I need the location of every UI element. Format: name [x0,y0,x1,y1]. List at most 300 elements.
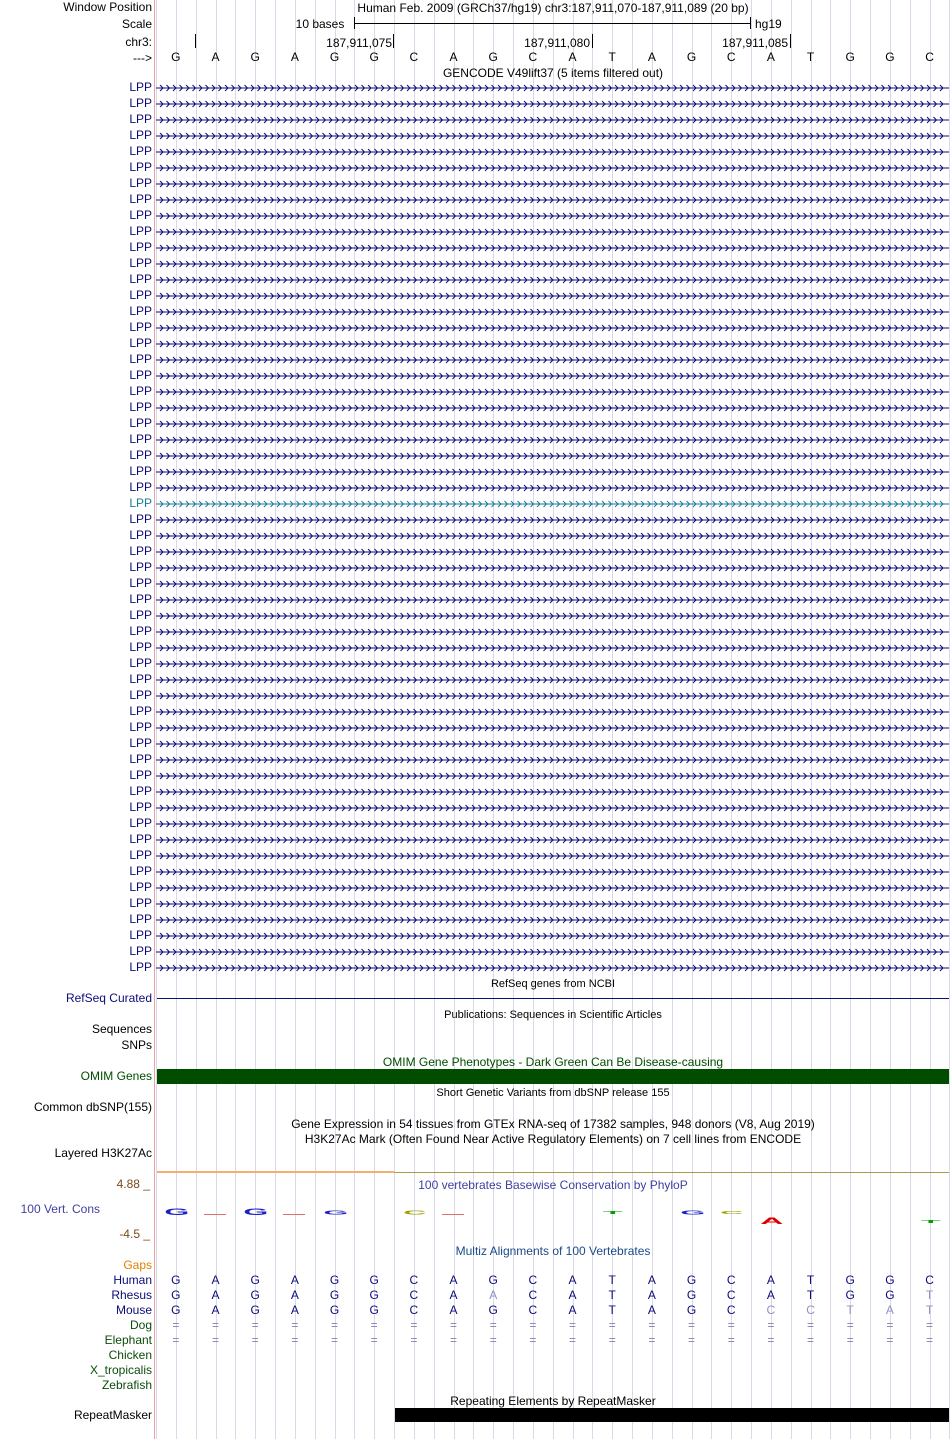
gene-label[interactable]: LPP [129,448,152,462]
transcript-arrow-line[interactable] [156,448,949,464]
transcript-arrow-line[interactable] [156,528,949,544]
alignment-base: A [211,1288,220,1302]
alignment-base: = [529,1318,537,1332]
omim-label[interactable]: OMIM Genes [80,1069,152,1083]
scale-bar-right-tick [750,17,751,29]
transcript-arrow-line[interactable] [156,384,949,400]
gene-label[interactable]: LPP [129,816,152,830]
transcript-arrow-line[interactable] [156,688,949,704]
gene-label[interactable]: LPP [129,784,152,798]
alignment-base: = [688,1333,696,1347]
phylop-logo-letter: C [720,1210,744,1216]
gencode-transcript-row[interactable] [0,176,950,192]
transcript-arrow-line[interactable] [156,352,949,368]
alignment-base: G [250,1273,260,1287]
gene-label[interactable]: LPP [129,928,152,942]
gencode-transcript-row[interactable] [0,480,950,496]
transcript-arrow-line[interactable] [156,272,949,288]
refseq-label[interactable]: RefSeq Curated [65,991,152,1005]
transcript-arrow-line[interactable] [156,800,949,816]
publications-title: Publications: Sequences in Scientific Articles [444,1009,662,1021]
sequence-base: A [766,50,775,64]
transcript-arrow-line[interactable] [156,496,949,512]
gene-label[interactable]: LPP [129,112,152,126]
gencode-transcript-row[interactable] [0,352,950,368]
transcript-arrow-line[interactable] [156,592,949,608]
gencode-transcript-row[interactable] [0,624,950,640]
gene-label[interactable]: LPP [129,672,152,686]
h3k27ac-signal-orange [157,1171,395,1173]
transcript-arrow-line[interactable] [156,576,949,592]
transcript-arrow-line[interactable] [156,848,949,864]
gene-label[interactable]: LPP [129,736,152,750]
alignment-base: C [726,1303,736,1317]
scale-bar-left-tick [354,17,355,29]
phylop-dash [442,1214,464,1215]
alignment-base: A [766,1273,775,1287]
gene-label[interactable]: LPP [129,544,152,558]
gencode-transcript-row[interactable] [0,800,950,816]
alignment-base: G [329,1288,340,1302]
gene-label[interactable]: LPP [129,768,152,782]
gene-label[interactable]: LPP [129,912,152,926]
gencode-transcript-row[interactable] [0,640,950,656]
transcript-arrow-line[interactable] [156,944,949,960]
transcript-arrow-line[interactable] [156,304,949,320]
alignment-base: T [608,1288,616,1302]
alignment-base: A [211,1273,220,1287]
gencode-transcript-row[interactable] [0,496,950,512]
gencode-transcript-row[interactable] [0,864,950,880]
repeatmasker-element[interactable] [395,1408,949,1422]
gene-label[interactable]: LPP [129,384,152,398]
sequence-base: A [647,50,656,64]
gencode-transcript-row[interactable] [0,720,950,736]
alignment-base: = [608,1333,616,1347]
gene-label[interactable]: LPP [129,512,152,526]
gencode-transcript-row[interactable] [0,880,950,896]
sequence-base: G [250,50,260,64]
transcript-arrow-line[interactable] [156,960,949,976]
transcript-arrow-line[interactable] [156,320,949,336]
transcript-arrow-line[interactable] [156,896,949,912]
transcript-arrow-line[interactable] [156,656,949,672]
alignment-base: C [925,1273,934,1287]
alignment-base: T [925,1303,934,1317]
gene-label[interactable]: LPP [129,144,152,158]
gencode-transcript-row[interactable] [0,464,950,480]
gene-label[interactable]: LPP [129,480,152,494]
gencode-transcript-row[interactable] [0,144,950,160]
gene-label[interactable]: LPP [129,432,152,446]
gene-label[interactable]: LPP [129,352,152,366]
gencode-title: GENCODE V49lift37 (5 items filtered out) [442,66,664,80]
alignment-base: A [766,1288,775,1302]
gencode-transcript-row[interactable] [0,192,950,208]
gene-label[interactable]: LPP [129,176,152,190]
alignment-base: A [489,1288,498,1302]
gene-label[interactable]: LPP [129,576,152,590]
transcript-arrow-line[interactable] [156,832,949,848]
alignment-base: = [410,1333,418,1347]
ruler-position: 187,911,080 [524,36,590,50]
species-label[interactable]: Elephant [104,1333,152,1347]
transcript-arrow-line[interactable] [156,544,949,560]
repeatmasker-title: Repeating Elements by RepeatMasker [450,1394,656,1408]
alignment-base: C [409,1288,419,1302]
gencode-transcript-row[interactable] [0,672,950,688]
alignment-base: G [686,1288,697,1302]
gencode-transcript-row[interactable] [0,80,950,96]
gene-label[interactable]: LPP [129,464,152,478]
alignment-base: G [686,1273,697,1287]
gencode-transcript-row[interactable] [0,416,950,432]
species-label[interactable]: Mouse [115,1303,152,1317]
transcript-arrow-line[interactable] [156,336,949,352]
alignment-base: = [886,1333,894,1347]
h3k27ac-label[interactable]: Layered H3K27Ac [54,1146,152,1160]
alignment-base: T [608,1273,616,1287]
transcript-arrow-line[interactable] [156,176,949,192]
sequence-base: C [409,50,419,64]
alignment-base: G [329,1273,340,1287]
species-label[interactable]: Rhesus [111,1288,152,1302]
chrom-label: chr3: [125,35,152,49]
gene-label[interactable]: LPP [129,624,152,638]
alignment-base: G [488,1273,498,1287]
phylop-logo-letter: C [403,1210,427,1216]
gencode-transcript-row[interactable] [0,288,950,304]
gene-label[interactable]: LPP [129,224,152,238]
transcript-arrow-line[interactable] [156,96,949,112]
db-text: hg19 [755,17,782,31]
gene-label[interactable]: LPP [129,208,152,222]
strand-label[interactable]: ---> [133,51,152,65]
alignment-base: = [410,1318,418,1332]
phylop-logo-letter: T [920,1219,941,1225]
transcript-arrow-line[interactable] [156,368,949,384]
gene-label[interactable]: LPP [129,160,152,174]
refseq-title: RefSeq genes from NCBI [490,978,616,990]
alignment-base: G [845,1288,855,1302]
gencode-transcript-row[interactable] [0,848,950,864]
gencode-transcript-row[interactable] [0,928,950,944]
ruler-tick [790,34,791,48]
alignment-base: A [290,1273,299,1287]
sequence-base: A [449,50,458,64]
alignment-base: G [686,1303,697,1317]
gene-label[interactable]: LPP [129,336,152,350]
alignment-base: C [726,1273,736,1287]
ruler-tick [393,34,394,48]
gene-label[interactable]: LPP [129,960,152,974]
gencode-transcript-row[interactable] [0,816,950,832]
gene-label[interactable]: LPP [129,96,152,110]
transcript-arrow-line[interactable] [156,816,949,832]
alignment-base: = [331,1333,339,1347]
gene-label[interactable]: LPP [129,272,152,286]
gene-label[interactable]: LPP [129,720,152,734]
gene-label[interactable]: LPP [129,560,152,574]
transcript-arrow-line[interactable] [156,768,949,784]
transcript-arrow-line[interactable] [156,640,949,656]
transcript-arrow-line[interactable] [156,480,949,496]
gencode-transcript-row[interactable] [0,304,950,320]
omim-phenotype-bar[interactable] [157,1069,949,1084]
gencode-transcript-row[interactable] [0,688,950,704]
alignment-base: = [648,1333,656,1347]
gencode-transcript-row[interactable] [0,256,950,272]
transcript-arrow-line[interactable] [156,192,949,208]
gene-label[interactable]: LPP [129,80,152,94]
transcript-arrow-line[interactable] [156,240,949,256]
repeatmasker-label[interactable]: RepeatMasker [73,1408,152,1422]
gencode-transcript-row[interactable] [0,832,950,848]
transcript-arrow-line[interactable] [156,160,949,176]
phylop-logo-letter: T [603,1210,623,1216]
alignment-base: = [727,1318,735,1332]
species-label[interactable]: Human [113,1273,152,1287]
gene-label[interactable]: LPP [129,896,152,910]
gene-label[interactable]: LPP [129,880,152,894]
gene-label[interactable]: LPP [129,128,152,142]
gencode-transcript-row[interactable] [0,336,950,352]
sequence-base: G [369,50,379,64]
alignment-base: G [171,1288,181,1302]
sequence-base: G [845,50,855,64]
gencode-transcript-row[interactable] [0,608,950,624]
sequence-base: T [806,50,815,64]
species-label[interactable]: Zebrafish [101,1378,152,1392]
transcript-arrow-line[interactable] [156,736,949,752]
gencode-transcript-row[interactable] [0,400,950,416]
gencode-transcript-row[interactable] [0,96,950,112]
alignment-base: A [647,1273,656,1287]
gene-label[interactable]: LPP [129,640,152,654]
alignment-base: A [211,1303,220,1317]
sequence-base: T [608,50,616,64]
gene-label[interactable]: LPP [129,240,152,254]
gencode-transcript-row[interactable] [0,432,950,448]
transcript-arrow-line[interactable] [156,720,949,736]
alignment-base: G [845,1273,855,1287]
alignment-base: G [171,1273,181,1287]
alignment-base: = [608,1318,616,1332]
gene-label[interactable]: LPP [129,592,152,606]
gencode-transcript-row[interactable] [0,128,950,144]
gene-label[interactable]: LPP [129,752,152,766]
gencode-transcript-row[interactable] [0,528,950,544]
transcript-arrow-line[interactable] [156,80,949,96]
gencode-transcript-row[interactable] [0,896,950,912]
sequence-base: A [290,50,299,64]
gencode-transcript-row[interactable] [0,368,950,384]
species-label[interactable]: Chicken [108,1348,152,1362]
dbsnp-title: Short Genetic Variants from dbSNP release 155 [436,1087,670,1099]
gene-label[interactable]: LPP [129,288,152,302]
transcript-arrow-line[interactable] [156,864,949,880]
transcript-arrow-line[interactable] [156,912,949,928]
gencode-transcript-row[interactable] [0,560,950,576]
phylop-title: 100 vertebrates Basewise Conservation by PhyloP [418,1178,688,1192]
gencode-transcript-row[interactable] [0,112,950,128]
gaps-label[interactable]: Gaps [123,1258,152,1272]
alignment-base: G [369,1273,379,1287]
alignment-base: T [925,1288,934,1302]
gencode-transcript-row[interactable] [0,544,950,560]
gene-label[interactable]: LPP [129,688,152,702]
sequence-base: G [885,50,895,64]
alignment-base: C [726,1288,736,1302]
gene-label[interactable]: LPP [129,416,152,430]
alignment-base: C [528,1288,538,1302]
sequence-base: G [488,50,498,64]
sequence-base: C [726,50,736,64]
transcript-arrow-line[interactable] [156,672,949,688]
gencode-transcript-row[interactable] [0,656,950,672]
transcript-arrow-line[interactable] [156,512,949,528]
alignment-base: = [807,1333,815,1347]
scale-bar [355,23,750,24]
gene-label[interactable]: LPP [129,304,152,318]
transcript-arrow-line[interactable] [156,208,949,224]
transcript-arrow-line[interactable] [156,928,949,944]
gene-label[interactable]: LPP [129,400,152,414]
alignment-base: = [767,1318,775,1332]
gencode-transcript-row[interactable] [0,576,950,592]
gencode-transcript-row[interactable] [0,240,950,256]
gene-label[interactable]: LPP [129,608,152,622]
gencode-transcript-row[interactable] [0,224,950,240]
transcript-arrow-line[interactable] [156,608,949,624]
transcript-arrow-line[interactable] [156,704,949,720]
alignment-base: = [648,1318,656,1332]
publications-snps-label[interactable]: SNPs [121,1038,152,1052]
alignment-base: A [647,1288,656,1302]
sequence-base: G [171,50,181,64]
phylop-label[interactable]: 100 Vert. Cons [20,1202,100,1216]
alignment-base: = [727,1333,735,1347]
gencode-transcript-row[interactable] [0,960,950,976]
publications-sequences-label[interactable]: Sequences [91,1022,152,1036]
gene-label[interactable]: LPP [129,800,152,814]
phylop-min-label: -4.5 _ [119,1227,150,1241]
transcript-arrow-line[interactable] [156,256,949,272]
gene-label[interactable]: LPP [129,944,152,958]
alignment-base: = [886,1318,894,1332]
gencode-transcript-row[interactable] [0,944,950,960]
gencode-transcript-row[interactable] [0,704,950,720]
h3k27ac-title: H3K27Ac Mark (Often Found Near Active Regulatory Elements) on 7 cell lines from ENCODE [304,1132,802,1146]
alignment-base: C [528,1303,538,1317]
gene-label[interactable]: LPP [129,192,152,206]
gencode-transcript-row[interactable] [0,784,950,800]
phylop-max-label: 4.88 _ [116,1177,150,1191]
alignment-base: G [369,1303,379,1317]
phylop-logo-letter: A [760,1217,784,1227]
transcript-arrow-line[interactable] [156,416,949,432]
alignment-base: T [846,1303,854,1317]
alignment-base: A [290,1303,299,1317]
gene-label[interactable]: LPP [129,848,152,862]
scale-text: 10 bases [295,17,345,31]
gencode-transcript-row[interactable] [0,736,950,752]
species-label[interactable]: X_tropicalis [89,1363,152,1377]
transcript-arrow-line[interactable] [156,784,949,800]
transcript-arrow-line[interactable] [156,880,949,896]
gencode-transcript-row[interactable] [0,592,950,608]
gene-label[interactable]: LPP [129,320,152,334]
gencode-transcript-row[interactable] [0,160,950,176]
alignment-base: = [688,1318,696,1332]
alignment-base: = [291,1318,299,1332]
transcript-arrow-line[interactable] [156,144,949,160]
alignment-base: A [568,1273,577,1287]
gencode-transcript-row[interactable] [0,272,950,288]
gencode-transcript-row[interactable] [0,752,950,768]
transcript-arrow-line[interactable] [156,288,949,304]
transcript-arrow-line[interactable] [156,128,949,144]
sequence-base: G [686,50,697,64]
alignment-base: A [568,1288,577,1302]
gencode-transcript-row[interactable] [0,512,950,528]
transcript-arrow-line[interactable] [156,464,949,480]
gene-label[interactable]: LPP [129,528,152,542]
transcript-arrow-line[interactable] [156,624,949,640]
dbsnp-label[interactable]: Common dbSNP(155) [33,1100,152,1114]
gene-label[interactable]: LPP [129,256,152,270]
alignment-base: = [450,1333,458,1347]
gene-label[interactable]: LPP [129,704,152,718]
gene-label[interactable]: LPP [129,656,152,670]
gene-label[interactable]: LPP [129,832,152,846]
alignment-base: = [529,1333,537,1347]
gencode-transcript-row[interactable] [0,912,950,928]
gencode-transcript-row[interactable] [0,768,950,784]
multiz-title: Multiz Alignments of 100 Vertebrates [455,1244,651,1258]
gene-label[interactable]: LPP [129,368,152,382]
alignment-base: = [251,1333,259,1347]
ruler-tick [592,34,593,48]
transcript-arrow-line[interactable] [156,400,949,416]
assembly-position-text: Human Feb. 2009 (GRCh37/hg19) chr3:187,911,070-187,911,089 (20 bp) [357,1,749,15]
alignment-base: = [331,1318,339,1332]
ruler-position: 187,911,085 [722,36,788,50]
gencode-transcript-row[interactable] [0,448,950,464]
transcript-arrow-line[interactable] [156,112,949,128]
gene-label[interactable]: LPP [129,496,152,510]
transcript-arrow-line[interactable] [156,432,949,448]
transcript-arrow-line[interactable] [156,560,949,576]
gencode-transcript-row[interactable] [0,384,950,400]
alignment-base: A [568,1303,577,1317]
scale-label: Scale [121,17,152,31]
transcript-arrow-line[interactable] [156,752,949,768]
transcript-arrow-line[interactable] [156,224,949,240]
sequence-base: C [528,50,538,64]
alignment-base: A [449,1303,458,1317]
alignment-base: = [450,1318,458,1332]
alignment-base: A [449,1273,458,1287]
species-label[interactable]: Dog [129,1318,152,1332]
h3k27ac-signal-olive [395,1172,949,1173]
gencode-transcript-row[interactable] [0,320,950,336]
gencode-transcript-row[interactable] [0,208,950,224]
alignment-base: = [926,1333,934,1347]
sequence-base: C [925,50,934,64]
gene-label[interactable]: LPP [129,864,152,878]
refseq-gene-line[interactable] [157,998,949,999]
